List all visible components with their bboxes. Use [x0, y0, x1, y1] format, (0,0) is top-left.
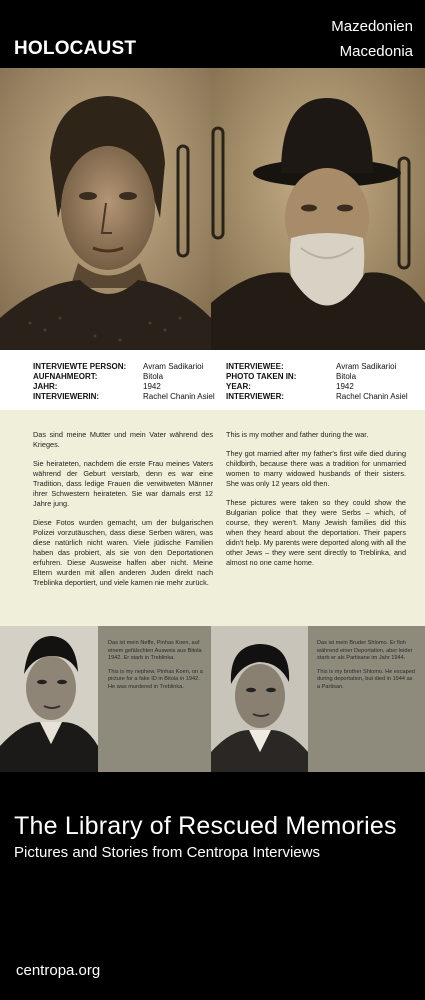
- metadata-row: AUFNAHMEORT: Bitola: [33, 372, 164, 381]
- region-german: Mazedonien: [331, 18, 413, 35]
- region-label: [331, 14, 413, 64]
- metadata-english: [226, 362, 408, 402]
- footer: [0, 798, 425, 1000]
- story-section: [0, 410, 425, 626]
- metadata-german: [33, 362, 215, 402]
- library-title: The Library of Rescued Memories: [14, 812, 397, 840]
- website-link[interactable]: centropa.org: [16, 962, 101, 979]
- photo-metadata: [0, 350, 425, 410]
- photo-mother: [0, 68, 211, 350]
- story-paragraph: Diese Fotos wurden gemacht, um der bulgarischen Polizei vorzutäuschen, dass diese Serben wären, was diese natürlich nicht waren. Viele jüdische Familien haben das probiert, als sie von den Deportationen erfuhren. Diese Ausweise halfen aber nicht. Meine Eltern wurden mit allen anderen Juden direkt nach Treblinka deportiert, und viele kamen nie mehr zurück.: [33, 518, 213, 587]
- nephew-caption: Das ist mein Neffe, Pinhas Koen, auf einem gefälschten Ausweis aus Bitola 1942. Er starb in Treblinka. This is my nephew, Pinhas Koen, on a picture for a fake ID in Bitola in 1942. He was murdered in Treblinka.: [108, 640, 203, 690]
- region-english: Macedonia: [339, 43, 413, 60]
- metadata-row: INTERVIEWEE: Avram Sadikarioi: [226, 362, 397, 371]
- photo-nephew: [0, 626, 98, 772]
- story-english: [226, 430, 406, 577]
- story-paragraph: Sie heirateten, nachdem die erste Frau meines Vaters während der Geburt verstarb, denn es war eine Tradition, dass ledige Frauen die verwitweten Männer ihrer Schwestern heirateten. Sie war damals erst 12 Jahre jung.: [33, 459, 213, 508]
- metadata-row: JAHR: 1942: [33, 382, 161, 391]
- story-paragraph: These pictures were taken so they could show the Bulgarian police that they were Serbs – which, of course, they weren't. Many Jewish families did this when they heard about the deportation. Their papers didn't help. My parents were deported along with all the other Jews – they were sent directly to Treblinka, and almost no one came home.: [226, 498, 406, 567]
- story-paragraph: They got married after my father's first wife died during childbirth, because there was a tradition for unmarried women to marry widowed husbands of their sisters. She was only 12 years old then.: [226, 449, 406, 488]
- page-title: HOLOCAUST: [14, 38, 137, 59]
- header: [0, 0, 425, 68]
- metadata-row: INTERVIEWER: Rachel Chanin Asiel: [226, 392, 408, 401]
- metadata-row: INTERVIEWERIN: Rachel Chanin Asiel: [33, 392, 215, 401]
- library-subtitle: Pictures and Stories from Centropa Interviews: [14, 844, 320, 861]
- story-paragraph: Das sind meine Mutter und mein Vater während des Krieges.: [33, 430, 213, 449]
- nephew-panel: [0, 626, 211, 772]
- photo-brother: [211, 626, 308, 772]
- brother-caption: Das ist mein Bruder Shlomo. Er floh während einer Deportation, aber leider starb er als Partisane im Jahr 1944. This is my brother Shlomo. He escaped during deportation, but died in 1944 as a Partisan.: [317, 640, 415, 690]
- metadata-row: INTERVIEWTE PERSON: Avram Sadikarioi: [33, 362, 204, 371]
- story-german: [33, 430, 213, 597]
- photo-father: [211, 68, 425, 350]
- brother-panel: [211, 626, 425, 772]
- metadata-row: PHOTO TAKEN IN: Bitola: [226, 372, 357, 381]
- metadata-row: YEAR: 1942: [226, 382, 354, 391]
- story-paragraph: This is my mother and father during the war.: [226, 430, 369, 439]
